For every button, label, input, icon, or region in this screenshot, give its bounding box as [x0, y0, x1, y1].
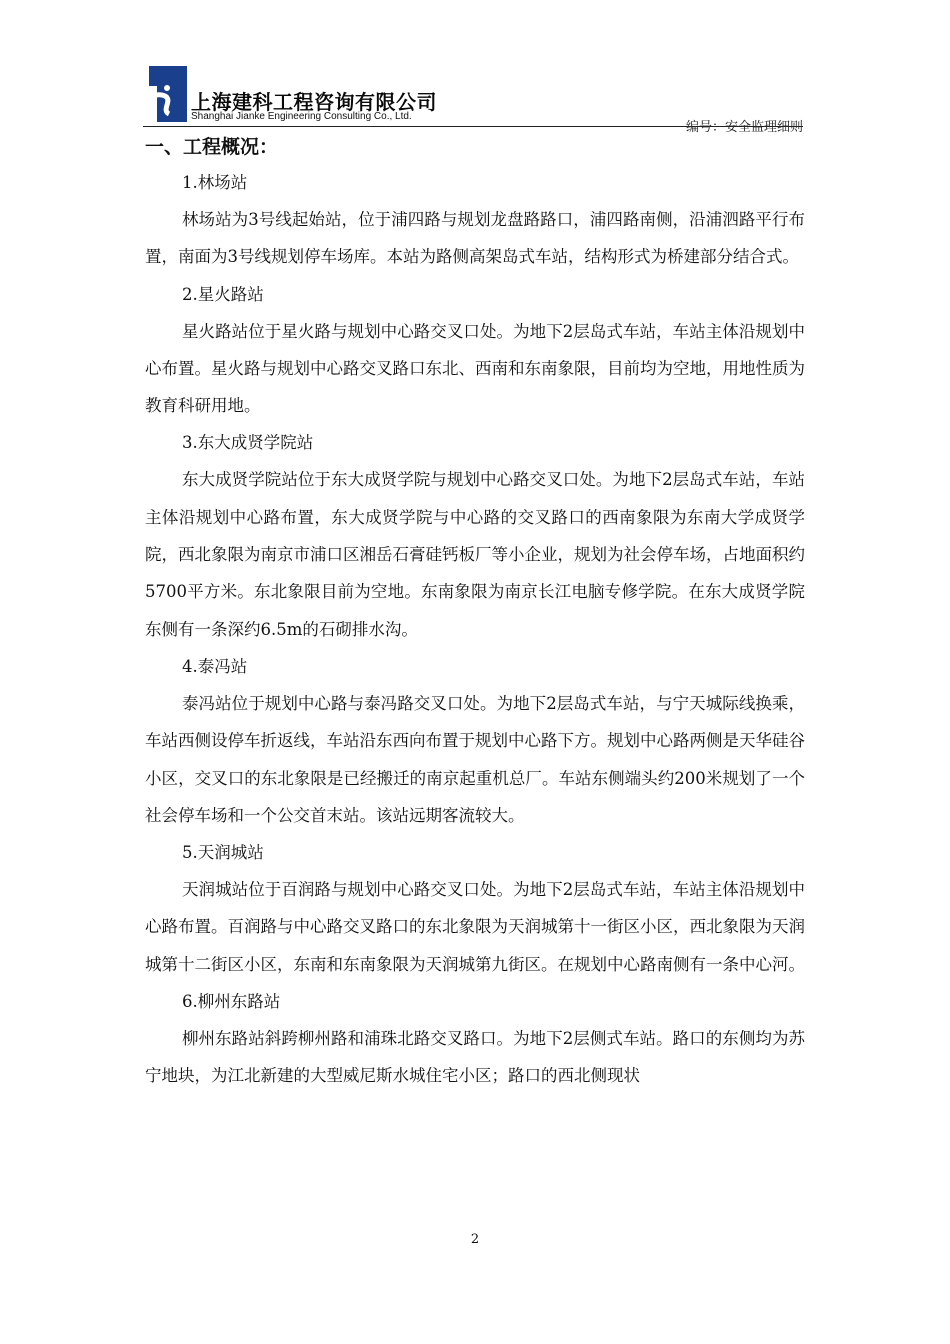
station-title: 2.星火路站 — [182, 284, 264, 304]
page-header — [143, 66, 803, 135]
station-description: 泰冯站位于规划中心路与泰冯路交叉口处。为地下2层岛式车站，与宁天城际线换乘，车站西侧设停车折返线，车站沿东西向布置于规划中心路下方。规划中心路两侧是天华硅谷小区，交叉口的东北象限是已经搬迁的南京起重机总厂。车站东侧端头约200米规划了一个社会停车场和一个公交首末站。该站远期客流较大。 — [145, 693, 805, 825]
section-title: 一、工程概况： — [145, 136, 279, 158]
header-rule — [143, 126, 803, 127]
station-description: 林场站为3号线起始站，位于浦四路与规划龙盘路路口，浦四路南侧，沿浦泗路平行布置，南面为3号线规划停车场库。本站为路侧高架岛式车站，结构形式为桥建部分结合式。 — [145, 210, 805, 267]
station-title: 1.林场站 — [182, 173, 248, 192]
station-title: 6.柳州东路站 — [182, 992, 281, 1012]
station-title: 3.东大成贤学院站 — [182, 433, 314, 453]
document-number: 编号：安全监理细则 — [685, 120, 803, 135]
station-description: 东大成贤学院站位于东大成贤学院与规划中心路交叉口处。为地下2层岛式车站，车站主体沿规划中心路布置，东大成贤学院与中心路的交叉路口的西南象限为东南大学成贤学院，西北象限为南京市浦口区湘岳石膏硅钙板厂等小企业，规划为社会停车场，占地面积约5700平方米。东北象限目前为空地。东南象限为南京长江电脑专修学院。在东大成贤学院东侧有一条深约6.5m的石砌排水沟。 — [145, 470, 805, 639]
page-number: 2 — [470, 1232, 480, 1247]
station-description: 星火路站位于星火路与规划中心路交叉口处。为地下2层岛式车站，车站主体沿规划中心布置。星火路与规划中心路交叉路口东北、西南和东南象限，目前均为空地，用地性质为教育科研用地。 — [145, 321, 805, 416]
company-name-cn: 上海建科工程咨询有限公司 — [191, 90, 437, 114]
station-title: 5.天润城站 — [182, 843, 264, 863]
company-logo — [143, 66, 441, 122]
company-name-en: Shanghai Jianke Engineering Consulting Co., Ltd. — [191, 111, 412, 122]
document-body — [145, 130, 805, 1095]
station-title: 4.泰冯站 — [182, 656, 248, 676]
station-description: 柳州东路站斜跨柳州路和浦珠北路交叉路口。为地下2层侧式车站。路口的东侧均为苏宁地块，为江北新建的大型威尼斯水城住宅小区；路口的西北侧现状 — [145, 1029, 805, 1086]
station-description: 天润城站位于百润路与规划中心路交叉口处。为地下2层岛式车站，车站主体沿规划中心路布置。百润路与中心路交叉路口的东北象限为天润城第十一街区小区，西北象限为天润城第十二街区小区，东南和东南象限为天润城第九街区。在规划中心路南侧有一条中心河。 — [145, 880, 805, 974]
logo-mark-icon — [143, 66, 187, 122]
